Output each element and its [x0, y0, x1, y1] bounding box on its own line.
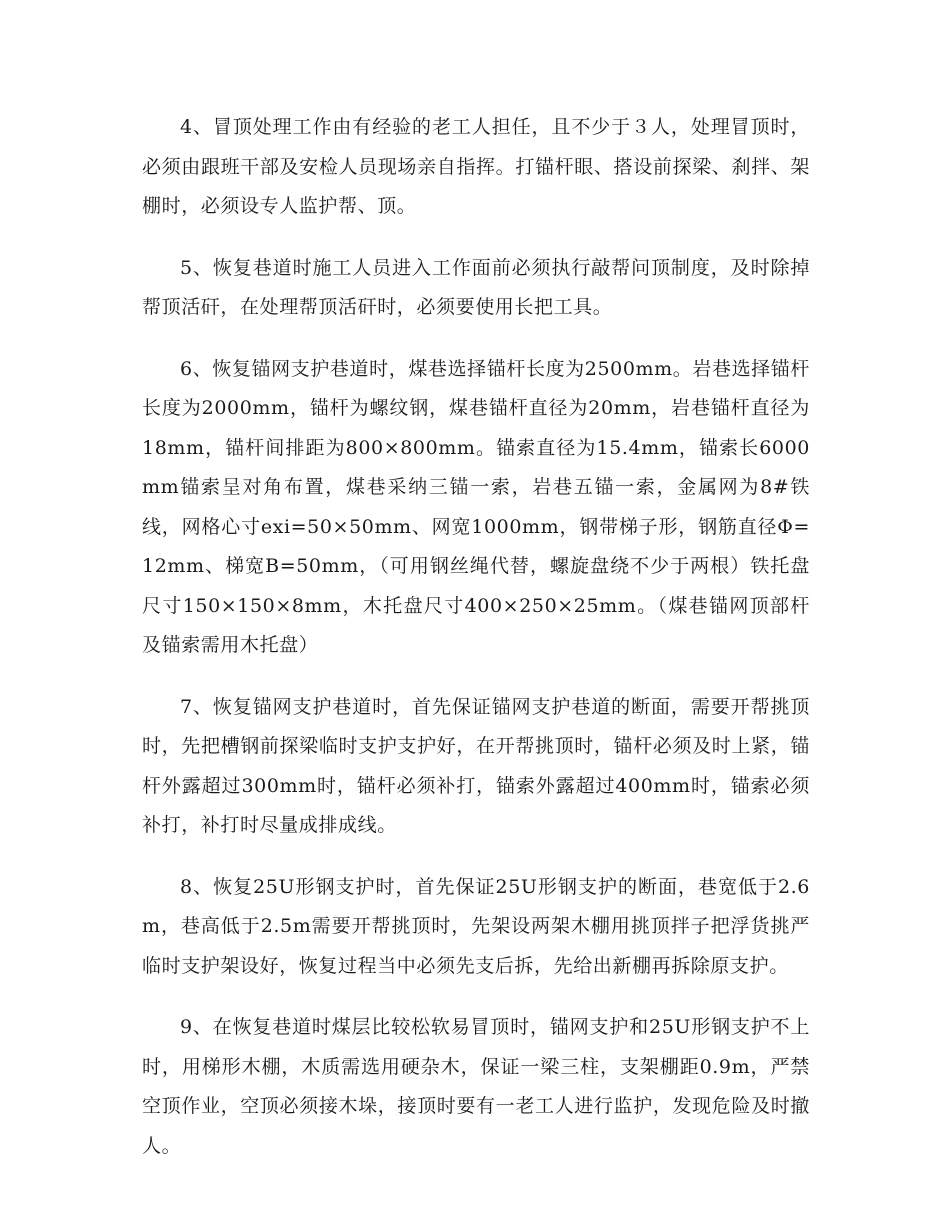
paragraph-item-7: 7、恢复锚网支护巷道时，首先保证锚网支护巷道的断面，需要开帮挑顶时，先把槽钢前探梁临时支护支护好，在开帮挑顶时，锚杆必须及时上紧，锚杆外露超过300mm时，锚杆必须补打，锚索外露超过400mm时，锚索必须补打，补打时尽量成排成线。 [142, 695, 810, 836]
paragraph-item-4: 4、冒顶处理工作由有经验的老工人担任，且不少于３人，处理冒顶时，必须由跟班干部及安检人员现场亲自指挥。打锚杆眼、搭设前探梁、刹拌、架棚时，必须设专人监护帮、顶。 [142, 116, 810, 217]
paragraph-item-9: 9、在恢复巷道时煤层比较松软易冒顶时，锚网支护和25U形钢支护不上时，用梯形木棚，木质需选用硬杂木，保证一梁三柱，支架棚距0.9m，严禁空顶作业，空顶必须接木垛，接顶时要有一老工人进行监护，发现危险及时撤人。 [142, 1016, 810, 1157]
document-body [142, 108, 810, 1188]
paragraph-item-8: 8、恢复25U形钢支护时，首先保证25U形钢支护的断面，巷宽低于2.6m，巷高低于2.5m需要开帮挑顶时，先架设两架木棚用挑顶拌子把浮货挑严临时支护架设好，恢复过程当中必须先支后拆，先给出新棚再拆除原支护。 [142, 875, 810, 977]
paragraph-item-5: 5、恢复巷道时施工人员进入工作面前必须执行敲帮问顶制度，及时除掉帮顶活矸，在处理帮顶活矸时，必须要使用长把工具。 [142, 256, 810, 318]
paragraph-item-6: 6、恢复锚网支护巷道时，煤巷选择锚杆长度为2500mm。岩巷选择锚杆长度为2000mm，锚杆为螺纹钢，煤巷锚杆直径为20mm，岩巷锚杆直径为18mm，锚杆间排距为800×800mm。锚索直径为15.4mm，锚索长6000mm锚索呈对角布置，煤巷采纳三锚一索，岩巷五锚一索，金属网为8#铁线，网格心寸exi=50×50mm、网宽1000mm，钢带梯子形，钢筋直径Φ=12mm、梯宽B=50mm，（可用钢丝绳代替，螺旋盘绕不少于两根）铁托盘尺寸150×150×8mm，木托盘尺寸400×250×25mm。（煤巷锚网顶部杆及锚索需用木托盘） [142, 357, 810, 656]
